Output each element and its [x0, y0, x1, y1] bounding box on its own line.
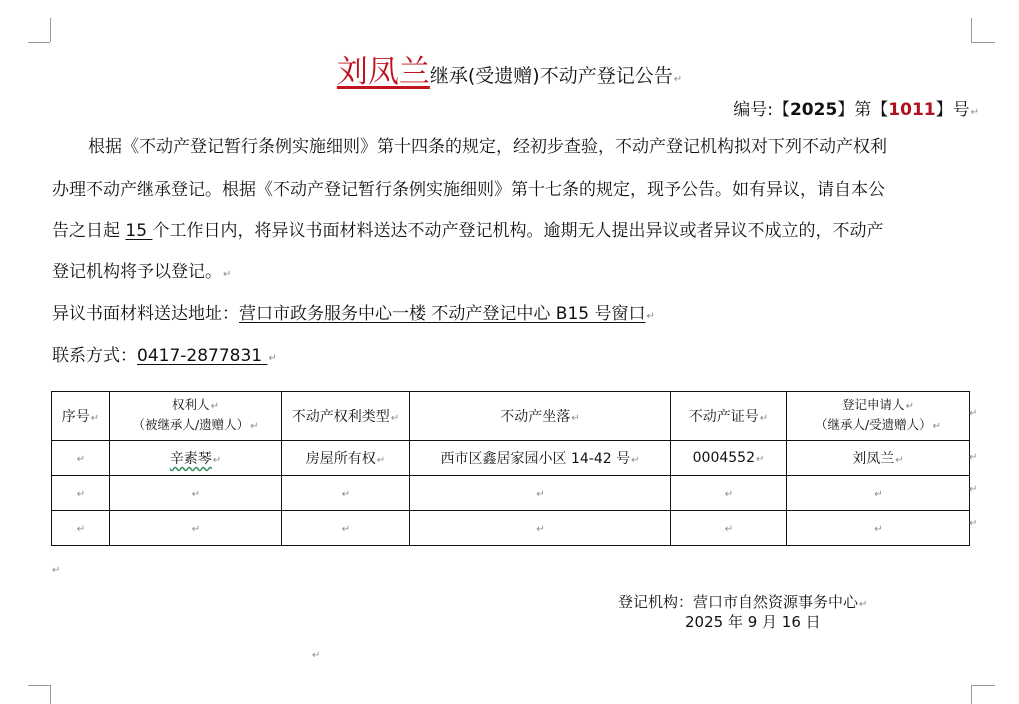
crop-mark [28, 685, 50, 686]
crop-mark [971, 685, 972, 704]
number-prefix: 编号:【 [733, 100, 790, 120]
date-line: 2025 年 9 月 16 日 [685, 613, 821, 631]
header-seq: 序号↵ [52, 392, 110, 441]
document-number [733, 95, 979, 120]
cell-type: ↵ [282, 476, 410, 511]
table-row [52, 476, 970, 511]
days-value: 15 [125, 221, 153, 241]
crop-mark [971, 685, 995, 686]
paragraph-line [52, 262, 974, 285]
cell-applicant: 刘凤兰↵ [787, 441, 970, 476]
table-row [52, 441, 970, 476]
cell-seq: ↵ [52, 511, 110, 546]
paragraph-mark-icon: ↵ [673, 74, 683, 85]
number-suffix: 】号 [935, 100, 970, 120]
paragraph-mark-icon: ↵ [646, 311, 655, 322]
cell-holder: ↵ [110, 511, 282, 546]
paragraph-mark-icon: ↵ [52, 565, 61, 576]
cell-location: ↵ [410, 511, 671, 546]
paragraph-line: 根据《不动产登记暂行条例实施细则》第十四条的规定，经初步查验，不动产登记机构拟对下列不动产权利 [88, 137, 887, 157]
signer-line [618, 591, 867, 612]
registration-table [51, 391, 970, 546]
cell-seq: ↵ [52, 441, 110, 476]
cell-cert: 0004552↵ [671, 441, 787, 476]
address-value: 营口市政务服务中心一楼 不动产登记中心 B15 号窗口 [239, 304, 646, 324]
paragraph-mark-icon: ↵ [969, 452, 978, 463]
title-name: 刘凤兰 [336, 54, 430, 90]
number-year: 2025 [789, 100, 838, 120]
table-header-row [52, 392, 970, 441]
paragraph-mark-icon: ↵ [312, 650, 321, 661]
crop-mark [971, 18, 972, 42]
paragraph-text: 个工作日内，将异议书面材料送达不动产登记机构。逾期无人提出异议或者异议不成立的，不动产 [152, 221, 884, 241]
paragraph-mark-icon: ↵ [970, 107, 979, 118]
cell-applicant: ↵ [787, 476, 970, 511]
table-row [52, 511, 970, 546]
contact-label: 联系方式： [52, 346, 137, 366]
title-rest: 继承(受遗赠)不动产登记公告 [429, 65, 673, 87]
header-location: 不动产坐落↵ [410, 392, 671, 441]
header-cert: 不动产证号↵ [671, 392, 787, 441]
cell-type: 房屋所有权↵ [282, 441, 410, 476]
crop-mark [28, 42, 50, 43]
paragraph-mark-icon: ↵ [969, 408, 978, 419]
crop-mark [50, 685, 51, 704]
number-mid: 】第【 [837, 100, 889, 120]
cell-holder: ↵ [110, 476, 282, 511]
cell-location: 西市区鑫居家园小区 14-42 号↵ [410, 441, 671, 476]
cell-type: ↵ [282, 511, 410, 546]
address-line [52, 304, 974, 327]
crop-mark [971, 42, 995, 43]
paragraph-text: 登记机构将予以登记。 [52, 262, 222, 282]
signer-label: 登记机构： [618, 593, 694, 611]
page-title [0, 46, 1019, 91]
header-holder: 权利人↵ （被继承人/遗赠人）↵ [110, 392, 282, 441]
crop-mark [50, 18, 51, 42]
cell-applicant: ↵ [787, 511, 970, 546]
contact-value: 0417-2877831 [137, 346, 268, 366]
paragraph-mark-icon: ↵ [859, 599, 868, 610]
paragraph-line [52, 221, 974, 241]
address-label: 异议书面材料送达地址： [52, 304, 239, 324]
header-type: 不动产权利类型↵ [282, 392, 410, 441]
number-value: 1011 [888, 100, 936, 120]
cell-cert: ↵ [671, 511, 787, 546]
paragraph-mark-icon: ↵ [223, 269, 232, 280]
contact-line [52, 346, 974, 369]
paragraph-mark-icon: ↵ [268, 353, 277, 364]
paragraph-mark-icon: ↵ [969, 484, 978, 495]
cell-location: ↵ [410, 476, 671, 511]
cell-holder: 辛素琴↵ [110, 441, 282, 476]
cell-seq: ↵ [52, 476, 110, 511]
paragraph-mark-icon: ↵ [969, 518, 978, 529]
cell-cert: ↵ [671, 476, 787, 511]
signer-value: 营口市自然资源事务中心 [693, 593, 859, 611]
header-applicant: 登记申请人↵ （继承人/受遗赠人）↵ [787, 392, 970, 441]
paragraph-text: 告之日起 [52, 221, 126, 241]
paragraph-line: 办理不动产继承登记。根据《不动产登记暂行条例实施细则》第十七条的规定，现予公告。如有异议，请自本公 [52, 180, 885, 200]
